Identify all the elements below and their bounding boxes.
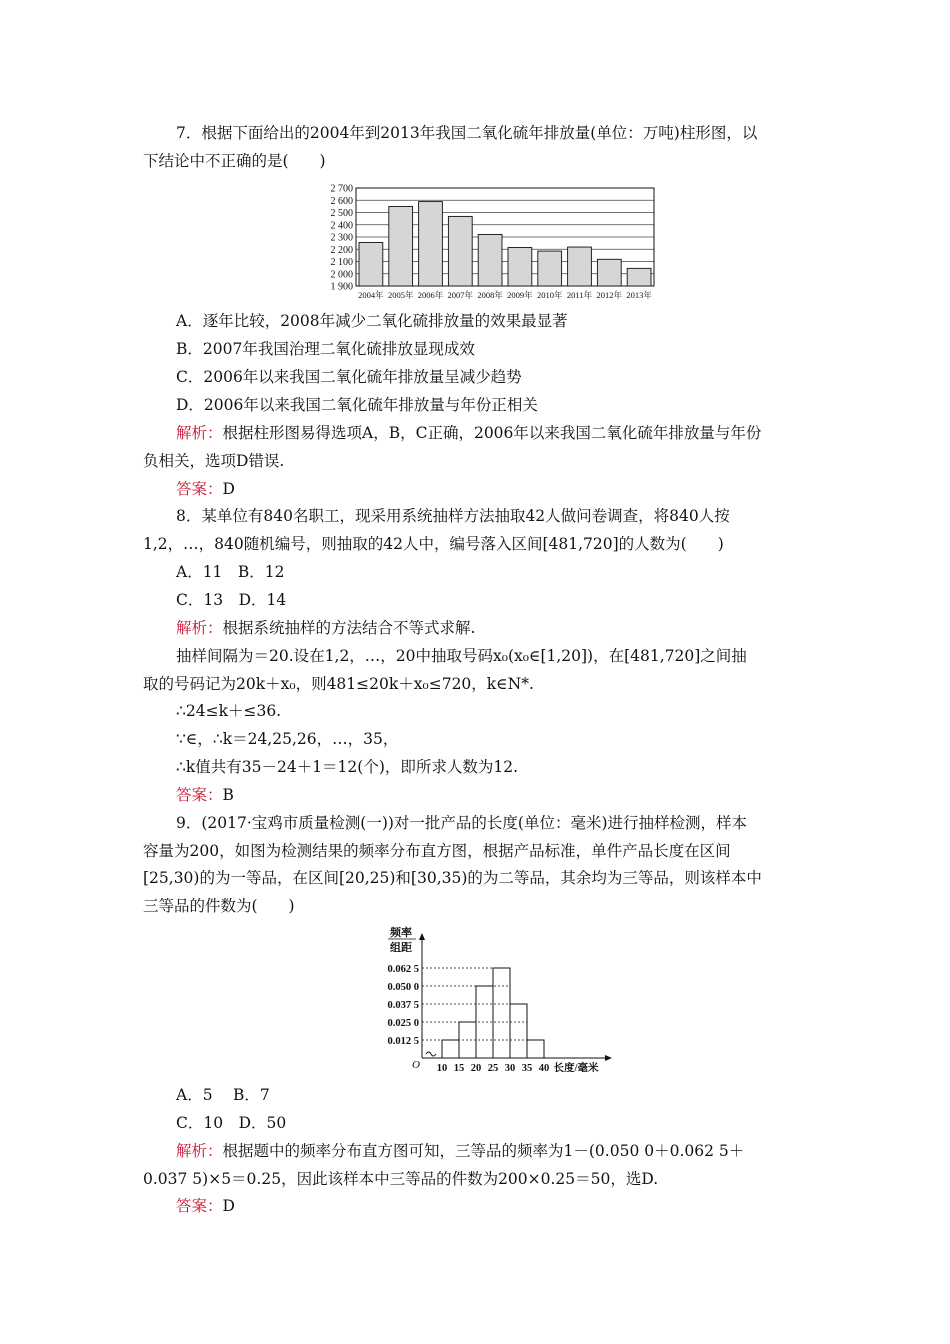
q9-options-line2: C．10 D．50 [176, 1114, 287, 1132]
y-label-top: 频率 [390, 927, 412, 939]
q8-answer-label: 答案： [176, 786, 223, 804]
q7-option-b: B．2007年我国治理二氧化硫排放显现成效 [176, 340, 475, 358]
axis-break [426, 1052, 436, 1056]
q8-analysis-text: 根据系统抽样的方法结合不等式求解. [222, 619, 476, 637]
x-tick-label: 2005年 [387, 290, 414, 300]
q8-work-line5: ∴k值共有35－24＋1＝12(个)，即所求人数为12. [176, 758, 519, 776]
bar [478, 234, 502, 286]
q9-analysis-label: 解析： [176, 1142, 223, 1160]
y-tick-label: 1 900 [330, 281, 353, 293]
y-tick-label: 2 400 [330, 220, 353, 232]
bar [568, 247, 592, 286]
x-tick-label: 2010年 [536, 290, 563, 300]
x-tick-label: 2007年 [447, 290, 474, 300]
q7-stem-line1: 7．根据下面给出的2004年到2013年我国二氧化硫年排放量(单位：万吨)柱形图，以 [176, 124, 758, 142]
q7-option-a: A．逐年比较，2008年减少二氧化硫排放量的效果最显著 [176, 312, 568, 330]
x-tick-label: 2004年 [358, 290, 384, 300]
y-tick-label: 0.037 5 [387, 1000, 419, 1011]
y-label-bottom: 组距 [390, 942, 412, 954]
q9-stem-line4: 三等品的件数为( ) [143, 897, 295, 915]
y-tick-label: 0.012 5 [387, 1036, 419, 1047]
q7-answer [176, 479, 235, 499]
q8-analysis-label: 解析： [176, 619, 223, 637]
q9-stem-line3: [25,30)的为一等品，在区间[20,25)和[30,35)的为二等品，其余均为三等品，则该样本中 [143, 869, 762, 887]
frequency-histogram [360, 922, 620, 1072]
q8-work-line2: 取的号码记为20k＋x₀，则481≤20k＋x₀≤720，k∈N*. [143, 675, 534, 693]
y-axis-arrow [419, 933, 425, 940]
x-axis-arrow [605, 1055, 612, 1061]
bar [419, 202, 443, 286]
y-tick-label: 0.025 0 [387, 1018, 419, 1029]
q8-work-line4: ∵∈，∴k＝24,25,26，…，35， [176, 730, 399, 748]
q7-analysis-line1 [176, 423, 761, 443]
histogram-bar [510, 1004, 527, 1058]
y-tick-label: 2 000 [330, 269, 353, 281]
q8-stem-line1: 8．某单位有840名职工，现采用系统抽样方法抽取42人做问卷调查，将840人按 [176, 507, 730, 525]
q8-options-line2: C．13 D．14 [176, 591, 287, 609]
x-tick-label: 2006年 [417, 290, 444, 300]
histogram-bar [527, 1040, 544, 1058]
histogram-bar [493, 968, 510, 1058]
x-tick-label: 15 [453, 1063, 465, 1072]
q7-stem-line2: 下结论中不正确的是( ) [143, 152, 326, 170]
q9-stem-line2: 容量为200，如图为检测结果的频率分布直方图，根据产品标准，单件产品长度在区间 [143, 842, 731, 860]
q9-analysis-line2: 0.037 5)×5＝0.25，因此该样本中三等品的件数为200×0.25＝50，选D. [143, 1170, 659, 1188]
histogram-bar [442, 1040, 459, 1058]
y-tick-label: 2 600 [330, 195, 353, 207]
x-tick-label: 2011年 [566, 290, 593, 300]
x-tick-label: 35 [521, 1063, 533, 1072]
q7-analysis-label: 解析： [176, 424, 223, 442]
emission-bar-chart [318, 182, 658, 304]
q9-stem-line1: 9．(2017·宝鸡市质量检测(一))对一批产品的长度(单位：毫米)进行抽样检测，样本 [176, 814, 748, 832]
bar [508, 248, 532, 286]
bar [448, 216, 472, 286]
y-tick-label: 2 700 [330, 183, 353, 195]
q7-analysis-text: 根据柱形图易得选项A，B，C正确，2006年以来我国二氧化硫年排放量与年份 [222, 424, 762, 442]
x-tick-label: 20 [470, 1063, 482, 1072]
bar [597, 259, 621, 286]
x-tick-label: 40 [538, 1063, 550, 1072]
bar [359, 243, 383, 286]
q9-answer [176, 1196, 235, 1216]
y-tick-label: 0.050 0 [387, 982, 419, 993]
q9-options-line1: A．5 B．7 [176, 1086, 270, 1104]
q7-analysis-line2: 负相关，选项D错误. [143, 452, 285, 470]
x-tick-label: 30 [504, 1063, 516, 1072]
y-tick-label: 2 200 [330, 244, 353, 256]
y-tick-label: 2 500 [330, 208, 353, 219]
x-tick-label: 25 [487, 1063, 499, 1072]
q8-analysis [176, 618, 475, 638]
q8-work-line3: ∴24≤k＋≤36. [176, 702, 282, 720]
y-tick-label: 2 300 [330, 232, 353, 244]
origin-label: O [412, 1059, 420, 1071]
x-tick-label: 2013年 [626, 290, 652, 300]
emission-bar-chart-svg [318, 182, 658, 304]
x-tick-label: 2008年 [477, 290, 503, 300]
q9-answer-value: D [222, 1197, 235, 1215]
q8-answer [176, 785, 234, 805]
q8-stem-line2: 1,2，…，840随机编号，则抽取的42人中，编号落入区间[481,720]的人数为( ) [143, 535, 724, 553]
q9-analysis-line1 [176, 1141, 744, 1161]
y-tick-label: 0.062 5 [387, 964, 419, 975]
q9-analysis-text: 根据题中的频率分布直方图可知，三等品的频率为1－(0.050 0＋0.062 5＋ [222, 1142, 745, 1160]
q7-answer-label: 答案： [176, 480, 223, 498]
q7-option-c: C．2006年以来我国二氧化硫年排放量呈减少趋势 [176, 368, 522, 386]
q8-answer-value: B [222, 786, 234, 804]
frequency-histogram-svg [360, 922, 620, 1072]
y-tick-label: 2 100 [330, 257, 353, 268]
q8-work-line1: 抽样间隔为＝20.设在1,2，…，20中抽取号码x₀(x₀∈[1,20])，在[481,720]之间抽 [176, 647, 747, 665]
bar [627, 268, 651, 286]
x-tick-label: 2012年 [596, 290, 623, 300]
q8-options-line1: A．11 B．12 [176, 563, 285, 581]
x-tick-label: 2009年 [507, 290, 533, 300]
x-tick-label: 10 [436, 1063, 448, 1072]
q7-option-d: D．2006年以来我国二氧化硫年排放量与年份正相关 [176, 396, 538, 414]
q7-answer-value: D [222, 480, 235, 498]
q9-answer-label: 答案： [176, 1197, 223, 1215]
x-axis-label: 长度/毫米 [553, 1063, 599, 1072]
bar [389, 206, 413, 286]
bar [538, 251, 562, 286]
